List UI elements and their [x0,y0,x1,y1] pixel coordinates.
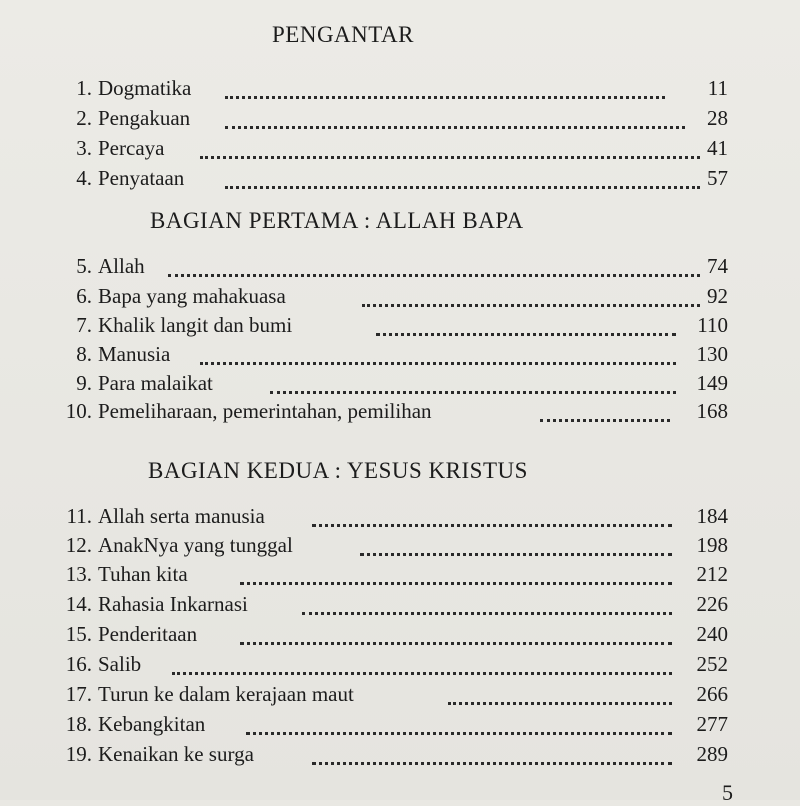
toc-entry-page: 266 [696,682,728,706]
toc-entry-title: Pemeliharaan, pemerintahan, pemilihan [98,399,432,423]
toc-leader-dots [168,246,700,277]
toc-entry [40,740,740,768]
toc-entry-number: 1. [76,76,92,100]
toc-entry-title: Kenaikan ke surga [98,742,254,766]
toc-entry-title: Allah serta manusia [98,504,265,528]
toc-leader-dots [302,584,672,615]
toc-leader-dots [200,334,676,365]
toc-entry-title: Salib [98,652,142,676]
toc-entry-page: 240 [696,622,728,646]
toc-entry-title: Khalik langit dan bumi [98,313,293,337]
toc-entry-page: 130 [696,342,728,366]
toc-entry-number: 14. [65,592,92,616]
toc-entry-title: Allah [98,254,145,278]
toc-entry-page: 92 [707,284,728,308]
toc-leader-dots [225,68,665,99]
toc-entry-number: 2. [76,106,92,130]
toc-entry-title: Percaya [98,136,165,160]
toc-entry-page: 11 [707,76,728,100]
toc-entry-number: 6. [76,284,92,308]
toc-entry-title: AnakNya yang tunggal [98,533,293,557]
toc-leader-dots [225,98,685,129]
toc-entry-page: 198 [696,533,728,557]
toc-entry-title: Para malaikat [98,371,213,395]
toc-entry-title: Kebangkitan [98,712,206,736]
toc-entry-title: Dogmatika [98,76,192,100]
toc-entry-title: Tuhan kita [98,562,188,586]
toc-entry-title: Turun ke dalam kerajaan maut [98,682,354,706]
toc-entry [40,397,740,425]
toc-entry-title: Bapa yang mahakuasa [98,284,286,308]
toc-entry-page: 41 [707,136,728,160]
toc-leader-dots [362,276,700,307]
toc-leader-dots [240,554,672,585]
toc-entry-page: 149 [696,371,728,395]
section-title-bagian-kedua: BAGIAN KEDUA : YESUS KRISTUS [148,458,528,483]
toc-entry-title: Pengakuan [98,106,191,130]
toc-entry-page: 277 [696,712,728,736]
toc-entry-number: 8. [76,342,92,366]
toc-entry-number: 17. [65,682,92,706]
toc-entry-number: 16. [65,652,92,676]
toc-leader-dots [225,158,700,189]
toc-leader-dots [312,734,672,765]
section-title-bagian-pertama: BAGIAN PERTAMA : ALLAH BAPA [150,208,524,233]
toc-entry-number: 5. [76,254,92,278]
toc-entry-page: 252 [696,652,728,676]
section-title-pengantar: PENGANTAR [272,22,414,47]
toc-entry-page: 226 [696,592,728,616]
toc-entry-page: 168 [696,399,728,423]
toc-entry-number: 19. [65,742,92,766]
toc-entry-number: 7. [76,313,92,337]
toc-entry-title: Penderitaan [98,622,198,646]
toc-entry-page: 289 [696,742,728,766]
toc-leader-dots [270,363,676,394]
toc-entry-number: 12. [65,533,92,557]
toc-leader-dots [200,128,700,159]
toc-entry-page: 184 [696,504,728,528]
toc-entry-number: 3. [76,136,92,160]
toc-entry-title: Rahasia Inkarnasi [98,592,248,616]
toc-leader-dots [246,704,672,735]
toc-entry-number: 11. [66,504,92,528]
toc-entry-page: 212 [696,562,728,586]
toc-entry-title: Penyataan [98,166,185,190]
toc-entry-number: 18. [65,712,92,736]
toc-entry-page: 110 [697,313,728,337]
toc-entry [40,164,740,192]
toc-entry-number: 10. [65,399,92,423]
toc-leader-dots [360,525,672,556]
toc-entry-number: 9. [76,371,92,395]
toc-leader-dots [312,496,672,527]
toc-leader-dots [172,644,672,675]
page-number: 5 [722,780,733,805]
toc-leader-dots [240,614,672,645]
toc-entry-number: 13. [65,562,92,586]
toc-entry-number: 15. [65,622,92,646]
toc-leader-dots [540,391,670,422]
toc-entry-number: 4. [76,166,92,190]
toc-entry-page: 74 [707,254,728,278]
toc-entry-title: Manusia [98,342,171,366]
toc-leader-dots [448,674,672,705]
toc-entry-page: 28 [707,106,728,130]
toc-entry-page: 57 [707,166,728,190]
toc-leader-dots [376,305,676,336]
